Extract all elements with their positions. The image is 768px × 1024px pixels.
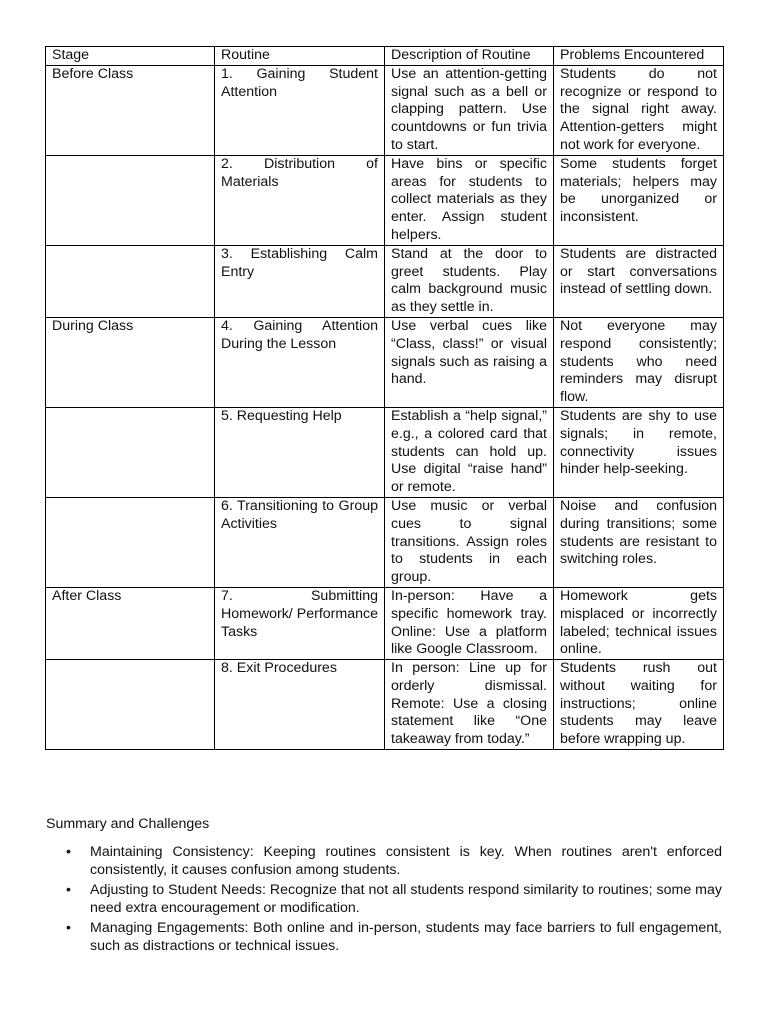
table-row xyxy=(46,65,724,155)
bullet-icon: • xyxy=(66,844,71,860)
problems-cell: Students are distracted or start conversations instead of settling down. xyxy=(554,245,724,317)
routine-cell: 5. Requesting Help xyxy=(215,407,385,497)
table-row xyxy=(46,317,724,407)
routine-cell: 3. Establishing Calm Entry xyxy=(215,245,385,317)
routine-cell: 1. Gaining Student Attention xyxy=(215,65,385,155)
routines-table xyxy=(45,46,724,750)
description-cell: Use an attention-getting signal such as a bell or clapping pattern. Use countdowns or fun trivia to start. xyxy=(385,65,554,155)
description-cell: In-person: Have a specific homework tray. Online: Use a platform like Google Classroom. xyxy=(385,587,554,659)
problems-cell: Students are shy to use signals; in remote, connectivity issues hinder help-seeking. xyxy=(554,407,724,497)
summary-item-text: Managing Engagements: Both online and in-person, students may face barriers to full engagement, such as distractions or technical issues. xyxy=(90,920,722,954)
bullet-icon: • xyxy=(66,920,71,936)
table-header-row xyxy=(46,47,724,66)
description-cell: Establish a “help signal,” e.g., a colored card that students can hold up. Use digital “raise hand” or remote. xyxy=(385,407,554,497)
description-cell: Use music or verbal cues to signal transitions. Assign roles to students in each group. xyxy=(385,497,554,587)
description-cell: Have bins or specific areas for students to collect materials as they enter. Assign student helpers. xyxy=(385,155,554,245)
problems-cell: Not everyone may respond consistently; students who need reminders may disrupt flow. xyxy=(554,317,724,407)
routine-cell: 2. Distribution of Materials xyxy=(215,155,385,245)
problems-cell: Students do not recognize or respond to the signal right away. Attention-getters might not work for everyone. xyxy=(554,65,724,155)
table-row xyxy=(46,587,724,659)
table-row xyxy=(46,245,724,317)
list-item xyxy=(46,919,722,955)
problems-cell: Homework gets misplaced or incorrectly labeled; technical issues online. xyxy=(554,587,724,659)
stage-cell: Before Class xyxy=(46,65,215,155)
problems-cell: Some students forget materials; helpers may be unorganized or inconsistent. xyxy=(554,155,724,245)
stage-cell xyxy=(46,407,215,497)
list-item xyxy=(46,881,722,917)
table-row xyxy=(46,497,724,587)
routine-cell: 8. Exit Procedures xyxy=(215,660,385,750)
table-row xyxy=(46,155,724,245)
routine-cell: 4. Gaining Attention During the Lesson xyxy=(215,317,385,407)
problems-cell: Students rush out without waiting for instructions; online students may leave before wrapping up. xyxy=(554,660,724,750)
header-problems: Problems Encountered xyxy=(554,47,724,66)
bullet-icon: • xyxy=(66,882,71,898)
description-cell: In person: Line up for orderly dismissal. Remote: Use a closing statement like “One takeaway from today.” xyxy=(385,660,554,750)
routine-cell: 6. Transitioning to Group Activities xyxy=(215,497,385,587)
stage-cell xyxy=(46,497,215,587)
stage-cell xyxy=(46,245,215,317)
table-row xyxy=(46,660,724,750)
summary-item-text: Adjusting to Student Needs: Recognize that not all students respond similarity to routines; some may need extra encouragement or modification. xyxy=(90,882,722,916)
table-row xyxy=(46,407,724,497)
routine-cell: 7. Submitting Homework/ Performance Tasks xyxy=(215,587,385,659)
problems-cell: Noise and confusion during transitions; some students are resistant to switching roles. xyxy=(554,497,724,587)
stage-cell xyxy=(46,155,215,245)
stage-cell xyxy=(46,660,215,750)
header-stage: Stage xyxy=(46,47,215,66)
summary-heading: Summary and Challenges xyxy=(46,816,210,832)
stage-cell: After Class xyxy=(46,587,215,659)
description-cell: Stand at the door to greet students. Play calm background music as they settle in. xyxy=(385,245,554,317)
stage-cell: During Class xyxy=(46,317,215,407)
summary-list xyxy=(46,843,722,957)
list-item xyxy=(46,843,722,879)
header-routine: Routine xyxy=(215,47,385,66)
header-description: Description of Routine xyxy=(385,47,554,66)
summary-item-text: Maintaining Consistency: Keeping routines consistent is key. When routines aren't enforced consistently, it causes confusion among students. xyxy=(90,844,722,878)
description-cell: Use verbal cues like “Class, class!” or visual signals such as raising a hand. xyxy=(385,317,554,407)
